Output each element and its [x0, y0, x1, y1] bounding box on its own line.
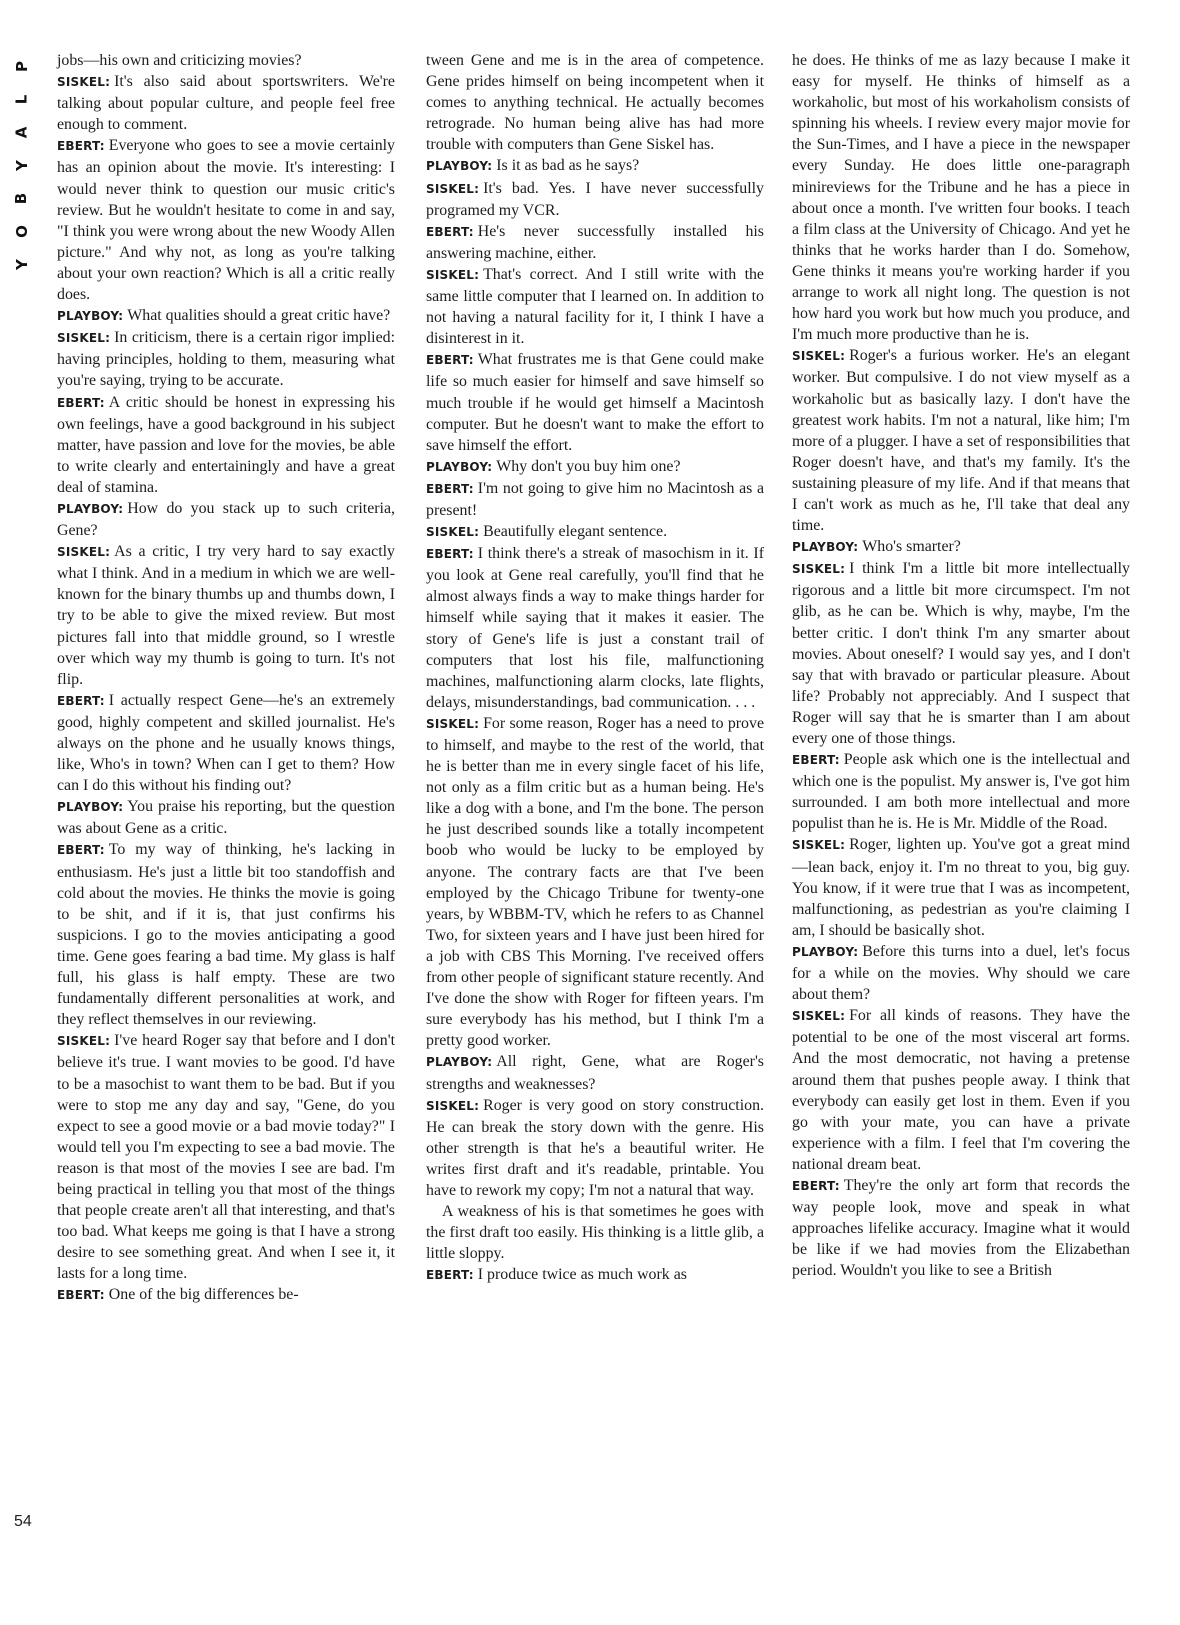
- interview-paragraph: [426, 264, 764, 349]
- interview-paragraph: [426, 456, 764, 478]
- interview-paragraph: [57, 839, 395, 1030]
- interview-paragraph: [57, 71, 395, 135]
- speaker-label: SISKEL:: [426, 267, 480, 282]
- paragraph-text: Before this turns into a duel, let's focus for a while on the movies. Why should we care about them?: [792, 942, 1130, 1004]
- speaker-label: EBERT:: [792, 1178, 840, 1193]
- paragraph-text: Roger is very good on story construction. He can break the story down with the genre. His other strength is that he's a beautiful writer. He writes first draft and it's readable, printable. You have to rework my copy; I'm not a natural that way.: [426, 1096, 764, 1199]
- interview-paragraph: [792, 345, 1130, 536]
- paragraph-text: How do you stack up to such criteria, Gene?: [57, 499, 395, 540]
- paragraph-text: They're the only art form that records the way people look, move and speak in what approaches lifelike accuracy. Imagine what it would be like if we had movies from the Elizabethan period. Wouldn't you like to see a British: [792, 1176, 1130, 1280]
- interview-paragraph: [792, 1175, 1130, 1281]
- speaker-label: PLAYBOY:: [792, 540, 859, 555]
- interview-paragraph: [57, 690, 395, 796]
- masthead-letter: L: [12, 94, 31, 105]
- paragraph-text: It's also said about sportswriters. We're talking about popular culture, and people feel free enough to comment.: [57, 73, 395, 134]
- interview-paragraph: [426, 543, 764, 713]
- interview-paragraph: [57, 1284, 395, 1306]
- interview-paragraph: [792, 50, 1130, 345]
- speaker-label: PLAYBOY:: [426, 159, 493, 174]
- speaker-label: PLAYBOY:: [426, 459, 493, 474]
- paragraph-text: It's bad. Yes. I have never successfully programed my VCR.: [426, 179, 764, 219]
- paragraph-text: tween Gene and me is in the area of competence. Gene prides himself on being incompetent when it comes to anything technical. He actually becomes retrograde. No human being alive has had more trouble with computers than Gene Siskel has.: [426, 52, 764, 154]
- speaker-label: EBERT:: [426, 547, 474, 562]
- speaker-label: SISKEL:: [57, 1034, 111, 1049]
- interview-paragraph: [426, 50, 764, 155]
- paragraph-text: People ask which one is the intellectual and which one is the populist. My answer is, I've got him surrounded. I am both more intellectual and more populist than he is. He is Mr. Middle of the Road.: [792, 751, 1130, 833]
- paragraph-text: In criticism, there is a certain rigor implied: having principles, holding to them, measuring what you're saying, trying to be accurate.: [57, 329, 395, 390]
- interview-paragraph: [426, 1095, 764, 1201]
- paragraph-text: Why don't you buy him one?: [496, 457, 681, 475]
- paragraph-text: I actually respect Gene—he's an extremely good, highly competent and skilled journalist. He's always on the phone and he usually knows things, like, Who's in town? When can I get to them? How can I do this without his finding out?: [57, 691, 395, 795]
- interview-paragraph: [792, 749, 1130, 834]
- interview-paragraph: [792, 536, 1130, 558]
- paragraph-text: He's never successfully installed his answering machine, either.: [426, 222, 764, 262]
- speaker-label: PLAYBOY:: [426, 1055, 493, 1070]
- paragraph-text: For all kinds of reasons. They have the potential to be one of the most visceral art forms. And the most democratic, not having a pretense around them that pushes people away. I think that everybody can easily get lost in them. Even if you go with your mate, you can have a private experience with a film. I feel that I'm covering the national dream beat.: [792, 1007, 1130, 1173]
- interview-paragraph: [792, 558, 1130, 749]
- interview-paragraph: [792, 834, 1130, 940]
- paragraph-text: What frustrates me is that Gene could make life so much easier for himself and save himself so much trouble if he would get himself a Macintosh computer. But he doesn't want to make the effort to save himself the effort.: [426, 351, 764, 454]
- interview-paragraph: [426, 1264, 764, 1286]
- speaker-label: PLAYBOY:: [792, 944, 859, 959]
- interview-paragraph: [426, 713, 764, 1052]
- paragraph-text: That's correct. And I still write with the same little computer that I learned on. In addition to not having a natural facility for it, I think I have a disinterest in it.: [426, 265, 764, 348]
- masthead-letter: P: [12, 61, 31, 72]
- paragraph-text: All right, Gene, what are Roger's strengths and weaknesses?: [426, 1053, 764, 1093]
- paragraph-text: As a critic, I try very hard to say exactly what I think. And in a medium in which we are well-known for the binary thumbs up and thumbs down, I try to be able to give the mixed review. But most pictures fall into that middle ground, so I wrestle over which way my thumb is going to turn. It's not flip.: [57, 543, 395, 688]
- paragraph-text: A weakness of his is that sometimes he goes with the first draft too easily. His thinking is a little glib, a little sloppy.: [426, 1203, 764, 1263]
- paragraph-text: I produce twice as much work as: [477, 1266, 687, 1284]
- speaker-label: EBERT:: [792, 753, 840, 768]
- text-column-2: [426, 50, 764, 1286]
- paragraph-text: I'm not going to give him no Macintosh as a present!: [426, 479, 764, 519]
- masthead-letter: Y: [12, 160, 31, 171]
- speaker-label: SISKEL:: [426, 1098, 480, 1113]
- speaker-label: EBERT:: [426, 353, 474, 368]
- interview-paragraph: [426, 1051, 764, 1094]
- text-column-3: [792, 50, 1130, 1281]
- interview-paragraph: [792, 1005, 1130, 1175]
- speaker-label: PLAYBOY:: [57, 800, 124, 815]
- speaker-label: EBERT:: [57, 395, 105, 410]
- speaker-label: SISKEL:: [426, 716, 480, 731]
- paragraph-text: To my way of thinking, he's lacking in enthusiasm. He's just a little bit too standoffish and cold about the movies. He thinks the movie is going to be shit, and if it is, that just confirms his suspicions. I go to the movies anticipating a good time. Gene goes fearing a bad time. My glass is half full, his glass is half empty. These are two fundamentally different personalities at work, and they reflect themselves in our reviewing.: [57, 841, 395, 1029]
- paragraph-text: You praise his reporting, but the question was about Gene as a critic.: [57, 798, 395, 838]
- interview-paragraph: [57, 327, 395, 391]
- interview-paragraph: [57, 1030, 395, 1284]
- masthead-letter: B: [12, 192, 31, 205]
- speaker-label: SISKEL:: [426, 525, 480, 540]
- speaker-label: SISKEL:: [792, 838, 846, 853]
- interview-paragraph: [57, 392, 395, 498]
- paragraph-text: Everyone who goes to see a movie certainly has an opinion about the movie. It's interesting: I would never think to question our music critic's review. But he wouldn't hesitate to come in and say, "I think you were wrong about the new Woody Allen picture." And why not, as long as you're talking about your own reaction? Which is all a critic really does.: [57, 137, 395, 304]
- masthead-letter: O: [12, 225, 31, 238]
- speaker-label: SISKEL:: [57, 545, 111, 560]
- speaker-label: EBERT:: [57, 843, 105, 858]
- interview-paragraph: [792, 941, 1130, 1005]
- interview-paragraph: [426, 1201, 764, 1264]
- paragraph-text: For some reason, Roger has a need to prove to himself, and maybe to the rest of the world, that he is better than me in every single facet of his life, not only as a film critic but as a human being. He's like a dog with a bone, and I'm the bone. The person he just described sounds like a totally incompetent boob who would be lucky to be employed by anyone. The contrary facts are that I've been employed by the Chicago Tribune for twenty-one years, by WBBM-TV, which he refers to as Channel Two, for sixteen years and I have just been hired for a job with CBS This Morning. I've received offers from other people of significant stature recently. And I've done the show with Roger for fifteen years. I'm sure everybody has his method, but I think I'm a pretty good worker.: [426, 714, 764, 1050]
- paragraph-text: Roger's a furious worker. He's an elegant worker. But compulsive. I do not view myself as a workaholic but as basically lazy. I don't have the greatest work habits. I'm not a natural, like him; I'm more of a plugger. I have a set of responsibilities that Roger doesn't have, and that's my family. It's the sustaining pleasure of my life. And if that means that I can't work as much as he, I'll take that deal any time.: [792, 347, 1130, 535]
- interview-paragraph: [57, 50, 395, 71]
- masthead-letter: Y: [12, 259, 31, 270]
- speaker-label: EBERT:: [426, 481, 474, 496]
- paragraph-text: I think I'm a little bit more intellectually rigorous and a little bit more circumspect. I'm not glib, as he can be. Which is why, maybe, I'm the better critic. I don't think I'm any smarter about movies. About oneself? I would say yes, and I don't say that with bravado or particular pleasure. About life? Probably not appreciably. And I suspect that Roger will say that he is smarter than I am about every one of those things.: [792, 560, 1130, 747]
- speaker-label: SISKEL:: [57, 331, 111, 346]
- speaker-label: EBERT:: [426, 1268, 474, 1283]
- paragraph-text: I've heard Roger say that before and I don't believe it's true. I want movies to be good. I'd have to be a masochist to want them to be bad. But if you were to stop me any day and say, "Gene, do you expect to see a good movie or a bad movie today?" I would tell you I'm expecting to see a bad movie. The reason is that most of the movies I see are bad. I'm being practical in telling you that most of the things that people create aren't all that interesting, and that's too bad. What keeps me going is that I have a strong desire to see something great. And when I see it, it lasts for a long time.: [57, 1032, 395, 1283]
- paragraph-text: Is it as bad as he says?: [496, 157, 640, 175]
- paragraph-text: Who's smarter?: [862, 538, 961, 556]
- paragraph-text: A critic should be honest in expressing his own feelings, have a good background in his subject matter, have passion and love for the movies, be able to write clearly and entertainingly and have a great deal of stamina.: [57, 393, 395, 496]
- paragraph-text: I think there's a streak of masochism in it. If you look at Gene real carefully, you'll find that he almost always finds a way to make things harder for himself while saying that it makes it easier. The story of Gene's life is just a constant trail of computers that lost his file, malfunctioning machines, malfunctioning alarm clocks, late flights, delays, misunderstandings, bad communication. . . .: [426, 545, 764, 711]
- interview-paragraph: [57, 541, 395, 690]
- interview-paragraph: [57, 498, 395, 541]
- speaker-label: SISKEL:: [792, 562, 846, 577]
- interview-paragraph: [57, 796, 395, 839]
- speaker-label: SISKEL:: [426, 181, 480, 196]
- paragraph-text: Beautifully elegant sentence.: [483, 523, 668, 541]
- interview-paragraph: [426, 521, 764, 543]
- interview-paragraph: [57, 135, 395, 305]
- speaker-label: EBERT:: [57, 1288, 105, 1303]
- speaker-label: EBERT:: [57, 693, 105, 708]
- paragraph-text: he does. He thinks of me as lazy because I make it easy for myself. He thinks of himself as a workaholic, but most of his workaholism consists of spinning his wheels. I review every major movie for the Sun-Times, and I have a piece in the newspaper every Sunday. He does little one-paragraph minireviews for the Tribune and he has a piece in about once a month. I've written four books. I teach a film class at the University of Chicago. And yet he thinks that he works harder than I do. Somehow, Gene thinks it means you're working harder if you arrange to work all night long. The question is not how hard you work but how much you produce, and I'm much more productive than he is.: [792, 52, 1130, 344]
- paragraph-text: What qualities should a great critic have?: [127, 307, 391, 325]
- masthead-letter: A: [12, 126, 31, 139]
- paragraph-text: Roger, lighten up. You've got a great mind—lean back, enjoy it. I'm no threat to you, big guy. You know, if it were true that I was as incompetent, malfunctioning, as pedestrian as you're claiming I am, I should be basically shot.: [792, 836, 1130, 939]
- magazine-masthead: [10, 50, 34, 281]
- speaker-label: EBERT:: [57, 139, 105, 154]
- interview-paragraph: [426, 349, 764, 455]
- text-column-1: [57, 50, 395, 1307]
- speaker-label: SISKEL:: [792, 1009, 846, 1024]
- interview-paragraph: [426, 155, 764, 177]
- speaker-label: EBERT:: [426, 224, 474, 239]
- page-number: 54: [14, 1513, 32, 1530]
- paragraph-text: jobs—his own and criticizing movies?: [57, 52, 302, 69]
- paragraph-text: One of the big differences be-: [108, 1286, 299, 1304]
- interview-paragraph: [426, 178, 764, 221]
- speaker-label: PLAYBOY:: [57, 501, 124, 516]
- interview-paragraph: [426, 478, 764, 521]
- speaker-label: SISKEL:: [57, 75, 111, 90]
- speaker-label: SISKEL:: [792, 349, 846, 364]
- speaker-label: PLAYBOY:: [57, 309, 124, 324]
- interview-paragraph: [426, 221, 764, 264]
- interview-paragraph: [57, 305, 395, 327]
